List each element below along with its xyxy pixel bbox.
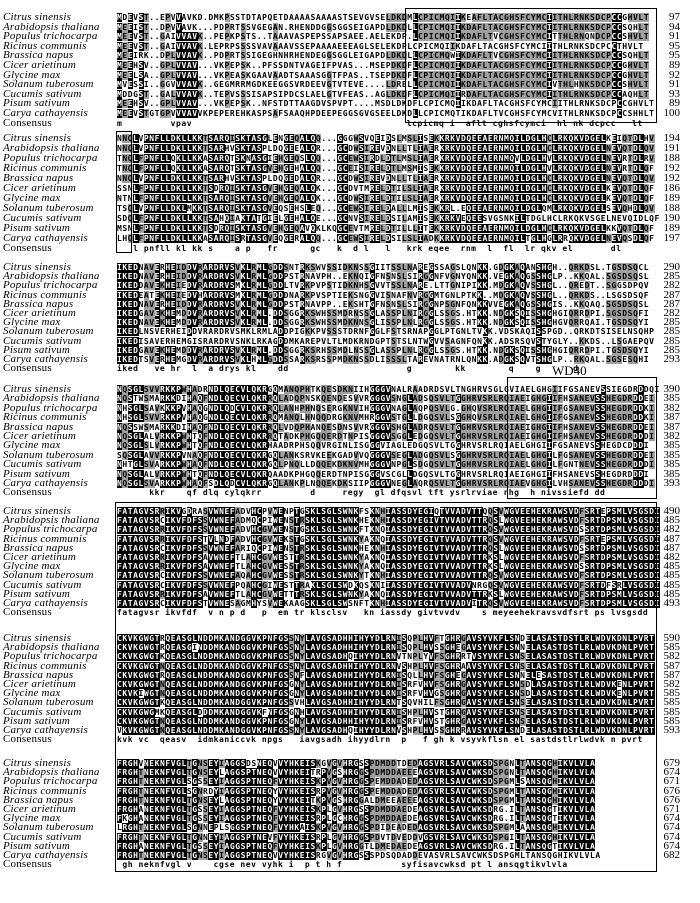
sequence-row: FATAGVSRCIKVFDFSTVWNESAGMHYSVWEKAAGSKLSGLSWSNFTKNHIASSDYEGIVTVVADVITRQSVWGVEEHEKRAWSVDFSRTDPSMLVSGSDI: [117, 599, 660, 608]
species-name: Ricinus communis: [3, 162, 87, 174]
species-name: Cucumis sativum: [3, 212, 82, 224]
sequence-row: NHSGLSVVRKKPVHAQGNDLQECVLQKRRQMANQLHNQQDRGKNVMHRGGVSTGLLDGQSVLSGGHQVSRLRQIAELGHGIIFGSANEVSSHEGDRDDKI: [117, 413, 655, 423]
species-name: Cicer arietinum: [3, 182, 76, 194]
position-number: 674: [663, 766, 680, 779]
position-number: 287: [663, 297, 680, 310]
species-name: Glycine max: [3, 439, 61, 452]
position-number: 587: [663, 668, 680, 681]
species-name: Carya cathayensis: [3, 849, 88, 861]
position-number: 682: [663, 849, 680, 861]
sequence-row: FATAGVSRRIKVFDFSAVWNEFTLAHCGVWESSTRSKLSGLSWNKYAKNQIASSDYEGIVTVVADVTTRKSLWGVEEHEKRAWSVDSSRTDPSMLVSGSDI: [117, 562, 660, 572]
position-number: 487: [663, 532, 680, 545]
species-name: Glycine max: [3, 192, 61, 204]
species-name: Arabidopsis thaliana: [3, 142, 100, 154]
position-number: 582: [663, 650, 680, 663]
position-number: 385: [663, 458, 680, 471]
sequence-row: MEEIST..DPVVAVK...PDPRTSSVGEGAN.RHENDDGGSGGSEIGAPDLDKDLLCPICMQIIKDAFLTACGHSFCYMCIITHLRNKSDCPCCSQHLT: [117, 22, 650, 32]
sequence-row: MSNLFPNFLLDKLLKKTSDRQISKTASGVEHGEQAVQKLKQGCEVTMRELDTILLLITEKKRKVDQEEAERNMQILDGLHCLRKQKVDGELKKVQTDLQF: [117, 224, 655, 233]
species-name: Pisum sativum: [3, 97, 71, 110]
position-number: 186: [663, 182, 680, 194]
position-number: 188: [663, 202, 680, 214]
sequence-row: FRGHTNEKNFVGLSGSSEYIAGGSPTNEQFVYHKEISKPVGVHRGGSPEMDDADEDAGSVRLSAVCWKSDSPGMLSANSQGHIKVLVLA: [117, 777, 596, 787]
consensus-row: l pnfll kl kk s a p fr gc k d l l krk eqee rnm l fl lr qkv el dl: [117, 244, 649, 253]
species-name: Pisum sativum: [3, 587, 71, 600]
species-name: Brassica napus: [3, 668, 74, 681]
species-name: Ricinus communis: [3, 39, 87, 52]
sequence-row: MEEHSV..GPLVVAV...VKPEPSK..NFSTDTTAAGDVSPVPT....MSDLDKDFLCPICMQIIKDAFLTACGHSFCYMCIITHLRNKSDCPCCGHVLT: [117, 99, 655, 109]
species-name: Cicer arietinum: [3, 59, 76, 71]
sequence-row: NQSTWSMARKKDIHAQFNDLQECVLQKRRQLADQPNSKQENDESVVRGGGVSNGLADSQSVLTGGHRVSRLRQIAEIGHGIIFHSANEVSSHEGDRDDEI: [117, 394, 655, 404]
sequence-row: FRGHTNEKNFVGLTGNSEYLAGGSPTNEQVVYHKEITRPVGSHRGGSPDMDDAEEEAGSVRLSAVCWKSDSPGNLTANSQGHIKVLVLA: [117, 768, 596, 778]
sequence-row: CKVKGWGTNQEASGLNDDMKANDGGVKPNFGSGNYLAVGSADHHIHYYDLRNISRFVHVFSGHRGAVSYVKFLSNSDLASASTDSTLRLWDVKENLPVRT: [117, 680, 655, 689]
sequence-row: FRGHTNEKNFVGLTGNSEYLAGGSPTNEQYVYHKEITKPVGSHRGGALDMEEAEEEAGSVRLSAVCWKSDSPGMLTANSQGHIKVLVLA: [117, 795, 596, 805]
species-name: Citrus sinensis: [3, 757, 72, 769]
position-number: 385: [663, 448, 680, 461]
sequence-row: VKVKGWGTNQEASGLNDDMKANDGGVKPNFGSSNYLAVGSADHQIHYYDLRNVSHPLHVSSGHRRAVSYVKFLSNDELASASTDSTLRLWDVKDNLPVRT: [117, 726, 655, 735]
sequence-row: IKEDNAVEKHEMDDVRARDRVSVKLRML.DDSGGRKSWHSSMDKNNSGLISSPLNLRGGLSSGS.HTKK.NDGKSQISSHGHGVQRRQAI.TGSDSQYI: [117, 318, 650, 328]
species-name: Citrus sinensis: [3, 261, 72, 273]
position-number: 674: [663, 830, 680, 843]
species-name: Ricinus communis: [3, 659, 87, 672]
sequence-row: LRGHTNEKNFVGLSGNNEPLSGGSPTNEQFVYHKAISKPVGVHRGGSPDIDEADEDAGSVRLSAVCWKSDSPGMLAANSQGHIKVLVLA: [117, 823, 596, 833]
position-number: 282: [663, 279, 680, 292]
sequence-row: SDQLFPNFLLDKLLKKTSAHQIAKTATGIELGEHALQE...GCNVSIRELDSILAMISEKKRKVEQEESVGSNKILTDGLHCLRKQKVSGELNEVQIDLQF: [117, 214, 660, 223]
position-number: 189: [663, 192, 680, 204]
position-number: 585: [663, 641, 680, 654]
sequence-row: MVESSI..GGVVVAVK..GEGMRRMGDKEEGGSVRDEEVGTVTEVE....LDRELLCPICMQIIKDAFLTACGHSFCYMCIVTHLHNKSDCPCCSHVLT: [117, 80, 650, 90]
sequence-row: NHTGLSVARKKPWHAQFNDLQECVLQKRGQLPNQLLDQQEKDKNVMHGGGVNPGLSDGQSVLTGGHRVSRLRQIAELGHGILFGNTNEVSSHEGDRDDDI: [117, 460, 655, 470]
species-name: Citrus sinensis: [3, 383, 72, 395]
consensus-row: kkr qf dlq cylqkrr d regy gl dfqsvl tft ysrlrviae rhg h nivssiefd dd: [117, 488, 649, 498]
sequence-row: TSQLVPNFLLDKLMKKTSARQISKTASGVEQSEHSLEQ...GCEWSIRELDALLLMISEKKRL.EQEEAERNMQILDGLQMLRKQKVDGELSEVQHDLQV: [117, 204, 655, 213]
position-number: 679: [663, 757, 680, 769]
sequence-row: NQSSWSMARKKDIHAQFNDLQECVLQKRRQLVDQPHANQESDNSVVRGGGVSHGLADRQSVLTGGHRVSRLRQIAEIGHGIIFHSANEVSSHEGDRDDEI: [117, 422, 655, 432]
sequence-row: FRGHTNEKNFVGLSGNRDYIAGGSPTNEQYVYHKEISRPVGVHRGGSPEMDDADEDAGSVRLSAVCWKSDSPGMLTANSQGHIKVLVLA: [117, 786, 596, 796]
position-number: 100: [663, 107, 680, 119]
sequence-row: FRGHANEKNFVGLTGSSEYIAGGSPTNEQFVYHKEISKPLGVHRGGTLDMEDAEDEAGSVRLSAVCWKSDRG.ILTANSQGTIKVLVLA: [117, 841, 596, 851]
position-number: 493: [663, 597, 680, 609]
sequence-row: IKEDISAVERHEMGISRARDRVSNKLRKAGDDMKAREPVLTLMDKRNDGPTSTSLNTWGVVSAGNFQNKK.ADSRSQVSTYGLY..KKDS..LSGAEPQV: [117, 336, 655, 346]
position-number: 671: [663, 803, 680, 815]
species-name: Populus trichocarpa: [3, 775, 98, 788]
species-name: Glycine max: [3, 687, 61, 700]
consensus-row: kvk vc qeasv idmkaniccvk npgs iavgsadh ihyydlrn p f gh k vsyvkflsn el sastdstlrlwdvk n pvrt: [117, 735, 643, 745]
consensus-row: iked ve hr l a drys kl dd g kk q g d: [117, 364, 649, 374]
position-number: 585: [663, 705, 680, 718]
species-name: Ricinus communis: [3, 411, 87, 424]
position-number: 95: [669, 39, 680, 52]
position-number: 192: [663, 172, 680, 184]
position-number: 390: [663, 383, 680, 395]
position-number: 91: [669, 78, 680, 91]
sequence-row: MEEVSTGTGPVVVAVVKPEPEREHKASPSAFSAAQHPDEEPEGGSGVGSEELDKDLLCPICMQTIKDAFLTVCGHSFCYMCVITHLRNKSDCPCCSHHLT: [117, 109, 655, 118]
species-name: Arabidopsis thaliana: [3, 392, 100, 405]
species-name: Brassica napus: [3, 793, 74, 806]
species-name: Brassica napus: [3, 420, 74, 433]
position-number: 189: [663, 222, 680, 234]
sequence-row: FRGHANEKNFVGLTGSSEYIAGGSPTNEQFVYHKEISKPLGVHRGSSPDMDDAEDEAGSVRLSAVCWKSDRG.ILTANSQGTIKVLVLA: [117, 805, 596, 814]
position-number: 97: [669, 11, 680, 23]
sequence-row: MDDGST..GALVVAVK..TEPVSSSISAPSIPDCSLAELGTVFEAS..AGLDKDFLCPICMQIIRDAFLTACGHSFCYMCIITHLRNKSDCPCCAQHLT: [117, 89, 650, 99]
sequence-row: IKEDNAVERHEIDDVRARDRVSVKLRMLGDDSNTRKSWVSSIDKNSSGIITSSLNAREGSSAGSLQNKK.GDGKAQANSHGH..QRKDSL.TGSDSQCL: [117, 263, 650, 272]
position-number: 382: [663, 430, 680, 442]
position-number: 290: [663, 261, 680, 273]
position-number: 93: [669, 87, 680, 100]
consensus-label: Consensus: [3, 733, 52, 746]
position-number: 674: [663, 839, 680, 852]
position-number: 485: [663, 560, 680, 573]
consensus-label: Consensus: [3, 242, 52, 254]
position-number: 91: [669, 30, 680, 43]
species-name: Solanum tuberosum: [3, 821, 94, 834]
species-name: Cicer arietinum: [3, 307, 76, 319]
position-number: 194: [663, 132, 680, 144]
sequence-row: CKVKGWGTNQEASGLNDDMKANDGGVKPNFGSSNYLAVGSADHHIHYYDLRNVSHPLHVFSGHRAAVSYVKFLSNSELASASTDSTLRLWDVKDNLPVRT: [117, 661, 655, 671]
consensus-label: Consensus: [3, 362, 52, 375]
position-number: 485: [663, 578, 680, 591]
species-name: Pisum sativum: [3, 222, 71, 234]
sequence-row: NNQLVPNFLLDKLLKKTSARHVSKTASPLDQGEEALQR...GCDWSIREVDNLLTLIAERKRKVDQEEAERNMQILDGLHCLRKQKVDGELNEVQTDLQV: [117, 144, 655, 153]
species-name: Solanum tuberosum: [3, 448, 94, 461]
species-name: Carya cathayensis: [3, 353, 88, 365]
position-number: 95: [669, 49, 680, 62]
species-name: Glycine max: [3, 68, 61, 81]
species-name: Populus trichocarpa: [3, 279, 98, 292]
species-name: Glycine max: [3, 812, 61, 825]
species-name: Solanum tuberosum: [3, 78, 94, 91]
position-number: 188: [663, 152, 680, 164]
sequence-row: MEEIRK..DPLVVAVK..PDPRTSSIGEGHNHRHENDEGGSGGLEIGAPDLDKDLLCPICMQWIKDAFLTVCGHSFCYMCIITHLRNKSDCPCCSQHLT: [117, 51, 650, 61]
species-name: Citrus sinensis: [3, 632, 72, 644]
species-name: Populus trichocarpa: [3, 523, 98, 536]
species-name: Pisum sativum: [3, 467, 71, 480]
position-number: 94: [669, 20, 680, 33]
domain-box: [507, 377, 657, 499]
sequence-row: FATAGVSRCIKVFDFSSVWNEFAQAHCGVWESSTRSKLSGLSWNKYTKNHIASSDYEGIVTVVADVTTRQSVWGVEEHEKRAWSVDFSRTDPSMLVSGSDI: [117, 571, 660, 581]
consensus-row: gh neknfvgl v cgse nev vyhk i p t h f syfisavcwksd pt l ansqgtikvlvla: [117, 860, 568, 870]
species-name: Cicer arietinum: [3, 803, 76, 815]
sequence-row: IKEDEATEKHEIEDVHARDRVSMKLRMLGDDDNARKPVSPTIEKSNGGVISNAFNVRGGMTGNLPTKK..MDGKAQVSSHGL..QRKDS..LSGSDSQF: [117, 290, 650, 300]
species-name: Ricinus communis: [3, 288, 87, 301]
position-number: 387: [663, 411, 680, 424]
species-name: Arabidopsis thaliana: [3, 766, 100, 779]
position-number: 285: [663, 334, 680, 347]
sequence-row: SQSGLAVVRKKPVNAQFNDLQECVLQKRGQLANKSRVKEEKGADVVQGGGVSEGLADGQSVLSGGHRVSRLRQIAELGHGILFGSANEVSSHEGDRDDEI: [117, 450, 655, 460]
species-name: Cucumis sativum: [3, 87, 82, 100]
species-name: Cucumis sativum: [3, 458, 82, 471]
sequence-row: MDEVST..EPVVAVKD.DMKPSSTDTAPQETDAAAASAAAASTSEVGVSELDKDMLCPICMQIIKEAFLTACGHSFCYMCIITHLRNKSDCPCCGHVLT: [117, 13, 650, 22]
position-number: 89: [669, 59, 680, 71]
position-number: 674: [663, 812, 680, 825]
species-name: Populus trichocarpa: [3, 30, 98, 43]
species-name: Solanum tuberosum: [3, 696, 94, 709]
species-name: Solanum tuberosum: [3, 202, 94, 214]
species-name: Populus trichocarpa: [3, 650, 98, 663]
position-number: 192: [663, 162, 680, 174]
domain-box: [116, 131, 132, 253]
species-name: Citrus sinensis: [3, 505, 72, 517]
position-number: 582: [663, 678, 680, 690]
species-name: Cicer arietinum: [3, 430, 76, 442]
sequence-row: NQSGLALVRKKPWHTQFNDLQECVLQKRQAADKPHGQQERDTNPISGGGVSCGLLDGQSVLTGGHRVSRLRQIAEIGHGIIFHSANEVSSHEGDRDDDI: [117, 469, 650, 479]
sequence-row: NQSGLALVRKKPWHTQFNDLQECVLQKRRQTADKPHGQQERDTNPISGGGVSGGLEDGQSVLTGGHRVSRLRQIAEIGHGIIFHSANEVSSHEGDRDDDI: [117, 432, 655, 441]
position-number: 485: [663, 587, 680, 600]
position-number: 585: [663, 696, 680, 709]
sequence-row: MEEVST..GAIVVAVK..PEPKPSTS..TAAAVASPEPSSAPSAEE.AELEKDP.LCPICMQIIKDAFLTVCGHSFCYMCITTHLRNQNDCPCCSHVLT: [117, 32, 650, 42]
position-number: 590: [663, 632, 680, 644]
sequence-row: LHQLFPNFLLDKLLKKASARQISRTASGVEQGERALQQ...GCEWSIRELDSILSLIADKKRKVDQEEAERNMQILTGLHGLRRQKVDGELNEVQSDLQF: [117, 234, 655, 243]
species-name: Cucumis sativum: [3, 830, 82, 843]
sequence-row: MEEHSV..GPLVVAV...VKPEPSK..PFSSDNTVAGEIFPVAS...MSEPDKDFLCPICMQIIKDAFLTACGHSFCYMCIITHLRNKSDCPCCGHVLT: [117, 61, 650, 70]
consensus-label: Consensus: [3, 116, 52, 129]
species-name: Populus trichocarpa: [3, 152, 98, 164]
sequence-row: IKEDTSVERHEMGDVRARDRVSVKLHMLGDDSSARKSRSSPMDKNSSDLISSSLTAREVNATRNLQNKK.ADGKSQVTSHGLP..RKQAL.SGSESQHI: [117, 355, 650, 364]
sequence-row: FKGHANEKNFVGLTGSSEYIAGGSPTNEQFVYHKEISRPLGCHRGGSPDMDDAEDEAGSVRLSAVCWKSDRG.ILTANSQGTIKVLVLA: [117, 814, 596, 824]
position-number: 285: [663, 343, 680, 356]
sequence-row: IKEDGAVEKHEMDDVRARDRVSVKLRML.DDSGGRKSWHSSMDRNSSGLASSPLNIRGGLSSGS.HTKK.NDGKSQISSHGHGIQRRDPI.SGSDSQFI: [117, 309, 650, 318]
species-name: Cucumis sativum: [3, 705, 82, 718]
sequence-row: NNQLVPNFLLDKLLKKTSARQISKTASGLENGEQALQQ...GGGWSVQEIDSLMSLISEKKRKVDQEEAERNMQILDGLHCLRKQKVDGELKEIQTDLHV: [117, 134, 655, 143]
species-name: Pisum sativum: [3, 714, 71, 727]
species-name: Cucumis sativum: [3, 334, 82, 347]
position-number: 191: [663, 142, 680, 154]
sequence-row: NQSGLSVVRKKPWHADRNDLQECVLQKRGQMANQPHTKQESDKNIIHGGGVNALRAADRDSVLTNGHRVSGLGVIAELGHGIIFGSANEVSSIEGDRDDQI: [117, 385, 660, 394]
position-number: 89: [669, 97, 680, 110]
sequence-row: FRGHTNEKNFVGLTGNNEYIAGGSPTNEVFVYHKEISRPLGVHRGGSPDVTDVEDDVGSVRLSAVCWKSDSPGILTANSQGHIKVLVLA: [117, 832, 596, 842]
species-name: Carya cathayensis: [3, 477, 88, 489]
species-name: Glycine max: [3, 316, 61, 329]
sequence-row: FATAGVSRRIKVGDRASVWNEFADVHCPVWENPTGSKLSGLSWNKFSKNHIASSDYEGIQTVVADVTTQQSVWGVEEHEKRAWSVDFSRTEPSMLVSGSDI: [117, 507, 660, 516]
species-name: Arabidopsis thaliana: [3, 641, 100, 654]
position-number: 285: [663, 325, 680, 338]
position-number: 387: [663, 420, 680, 433]
species-name: Brassica napus: [3, 541, 74, 554]
sequence-row: FATAGVSRRIKVFDFSTVLNDFADVHCGVWEKSTGSKLSGLSWNKYAKNQIASSDYEGIVTVVADVTTRQSVWGVEEHEKRAWSVDFSRTEPSMLVSGSDI: [117, 534, 660, 544]
sequence-row: FATAGVSRRIKVFDFSSVWNEFADVHCGVWENSTGSKLSGLSWNKFTKNQIASSDYEGIVTVVADVTTRQSVWGVEEHEKRAWSVDSSRTDPSMLVSGSDI: [117, 525, 660, 535]
sequence-row: FATAGVSRRIKVFDFSAVWNEFTLAHCGVWETTTRSKLSGLSWNKYAKNQIASSDYEGIVTVVADVTTRKSLWGVEEHEKRAWSVDFSRTDPSMLVSGSDI: [117, 589, 660, 599]
species-name: Brassica napus: [3, 172, 74, 184]
sequence-row: CKVKGWGTRQEASGLNDDMKANDGGVKPNFGSSNFLAVGSADHHIHYYDLRNISQLLHVFSGHEGAVSYVKFLSNNELESASTDSTLRLWDVKDNLPVRT: [117, 670, 655, 680]
sequence-row: CKVKGWGTNQEASGLNDDMKANDGGVKPNFGSGNYLAVGSADHHIHYYDLRNISRFVHVSTGHRGAVSYVKFLSNSELASASTDSTLRLWDVKDNLPVRT: [117, 716, 655, 726]
species-name: Carya cathayensis: [3, 232, 88, 244]
position-number: 190: [663, 212, 680, 224]
species-name: Carya cathayensis: [3, 107, 88, 119]
species-name: Populus trichocarpa: [3, 401, 98, 414]
sequence-row: CKVKGWGTKQEASGLNDDMKANDGGVKPNFGSSNYLAVGSADHQIHYYDLRNVTNPLYVFSGHRRTVSYVKFLSNSELASASTDSTLRLWDVKDNLPVRT: [117, 652, 655, 662]
position-number: 674: [663, 821, 680, 834]
sequence-row: MEEVST..GAIVVAVK.LEPRPSSSSVAVAAAVSSEPAAAAEEEAGLSELEKDPLCPICMQIIKDAFLTACGHSFCYMCIITHLRNKSDCPCCTHVLT: [117, 41, 644, 51]
position-number: 385: [663, 467, 680, 480]
species-name: Citrus sinensis: [3, 11, 72, 23]
species-name: Glycine max: [3, 560, 61, 573]
consensus-label: Consensus: [3, 858, 52, 871]
position-number: 285: [663, 270, 680, 283]
sequence-row: FATAGVSRRIKVFDFSAVWNEFTLAHCGVWESTTRSKLSGLSWNKYAKNQIASSDYEGIVTVVADVTTRKSLWGVEEHEKRAWSVDFSRTDPSMLVSGSDI: [117, 553, 660, 562]
position-number: 393: [663, 477, 680, 489]
sequence-row: NTNLFPNFLLDKLLKKTSARQISKTASGVEHGEQALQK...GCDWSIRELDTILSLIAERKRKVDQEEAERNMQILDGLHCLRKQKVDGELKEVQTDLQF: [117, 194, 655, 203]
domain-box: [405, 8, 657, 123]
sequence-row: FATAGVSRCIKVFDFSSVWNEFADMQCPIWENSTRSKLSGLSWNKHEKNHIASSDYEGIVTVVADVTTRQSLWGVEEHEKRAWSVDFSRTDPSMLVSGSDI: [117, 516, 660, 526]
position-number: 587: [663, 659, 680, 672]
sequence-row: IKEDGAVEKHEMDDVRARDRVSVKLRML.DDSGGRKSRHSSMDLNSSGLASSPLNLRGGLSSGS.HTKK.NDGKSQISSHGHGIQRRDPI.TGSDSQYI: [117, 345, 650, 355]
species-name: Ricinus communis: [3, 784, 87, 797]
position-number: 482: [663, 551, 680, 563]
position-number: 485: [663, 514, 680, 527]
species-name: Solanum tuberosum: [3, 569, 94, 582]
species-name: Ricinus communis: [3, 532, 87, 545]
position-number: 197: [663, 232, 680, 244]
position-number: 485: [663, 569, 680, 582]
sequence-row: SSNLFPNFLLDKLLKKTSDRQISKTASGVEHGEQALQK...GCDVTMRELDTILSLIAERKRKVDQEEAERNMQILDGLHCLRKQKVDGELKEVQTDLQF: [117, 184, 655, 193]
sequence-row: CKVKIWGTNQEASGLNDDMKANDGGVKPNFGSGNYLAVGSADHHIHYYDLRNISRFVHVGSGHRGAVSYVKFLSNSDLASASTDSTLRLWDVKENLPVRT: [117, 689, 655, 699]
position-number: 593: [663, 724, 680, 736]
position-number: 382: [663, 401, 680, 414]
position-number: 285: [663, 316, 680, 329]
sequence-row: CKVKGWGMKQEASGLDDDMKANDGGVKFNFGSGNHLAVGSADHHIHYYDLRNISHPLHVSTGHRGAVSYVKFLSNSELASASTDSTLRLWDVKDNLPVRT: [117, 707, 655, 717]
sequence-row: NNQLVPNFLLDKLLKKTSARHVSKTASPLDQGEDALQR...GCDWSIREVDNLLTLIAERKRKVDQEEAERNMQILDGLHCLRKQKVDGELNEVQTDLQV: [117, 174, 655, 183]
species-name: Pisum sativum: [3, 343, 71, 356]
consensus-row: fatagvsr ikvfdf v n p d p em tr klsclsv kn iassdy givtvvdv s meyeehekravsvdfsrt ps lvsgsdd: [117, 608, 649, 618]
species-name: Cicer arietinum: [3, 678, 76, 690]
species-name: Citrus sinensis: [3, 132, 72, 144]
consensus-label: Consensus: [3, 606, 52, 619]
sequence-row: IKEDNAVERHEIDDVRARDRVSVKLRMLGDDPSTRNAVPH..EKNQIGFNSNSLSIRGGNFVGNYQNKK.VEGKAQGSSHGLP..KKQAL.SGSDSQSL: [117, 272, 650, 282]
species-name: Arabidopsis thaliana: [3, 514, 100, 527]
species-name: Solanum tuberosum: [3, 325, 94, 338]
sequence-row: IKEDNAVERHEIDDVRARDRVSVKLRMLGDDPSTRNAVPP..EKSHTGFNSNSLSIRGGNPSGNFQNKKVVEGKAQGSSHGIS..KKQAQ.SGSDSQSL: [117, 299, 650, 309]
position-number: 585: [663, 714, 680, 727]
position-number: 487: [663, 541, 680, 554]
wd40-label: WD40: [552, 363, 587, 378]
sequence-row: FRGHVNEKNFVGLTGNSEYIAGGSDSNEQVVYHKEISKGVGVHRGSSPDMDDTDEDAGSVRLSAVCWKSDSPGNLTANSQGHIKVLVLA: [117, 759, 596, 768]
position-number: 287: [663, 288, 680, 301]
position-number: 482: [663, 523, 680, 536]
sequence-row: NQSGLSLVRKKPWHTQFNDLQECVLQKRHAADRPHSQQVRGINLISGGGVIAGLEDGQSVLTGGHRVSRLRQIAELGHGIIFGSANEVSSHEGDCDDDI: [117, 441, 650, 451]
sequence-row: IKEDDAVEKHEIEDVRARDRVSMKLRMLGDDLTVRKPVPSTIDKNHSGVVTSSLNARE.LTTGNIPIKK.MDGKAQVSSHGL..QREDT..SGGSDPQV: [117, 281, 650, 291]
domain-box: [115, 502, 657, 872]
sequence-row: TNQLFPNFLLQKLLKKASARQTSKTASGVEHGEHALQQ...GCEISIRELDTLMSMISEKKRKVDQEEAERNMQILDGLHVLRKQKVDGELNEVRTDLQF: [117, 164, 655, 173]
species-name: Carya cathayensis: [3, 597, 88, 609]
species-name: Cucumis sativum: [3, 578, 82, 591]
sequence-row: CKVKGWGTKQEASGLNDDMKANDGGVKPNFGSSVHLAVGSADHHIHYYDLRNTSQVHILFSGHRGAVSYVKFLSNSELASASTDSTLRLWDVKDNLPVRT: [117, 698, 655, 708]
consensus-label: Consensus: [3, 486, 52, 499]
sequence-row: NHSGLSAVKKKPVHAQGNDLQDCVLQKRRQLANHPHNQSERGKNVIHGGGVNAGLAQPQSVLG.GHQVSRLRQIAELGHGIIFGSANEVSSHEGDRDDKI: [117, 403, 655, 413]
consensus-row: m vpav lcpicmq i aflt cghsfcymci hl nk dcpcc lt: [117, 118, 643, 128]
position-number: 585: [663, 687, 680, 700]
sequence-row: FATAGVSRCIKVFDFSSVWNEFARIQCPIWENSTRSKLSGLSWNKHEKNHIASSDYEGIVTVVADVTTRQSLWGVEEHEKRAWSVDSSRTDPSMLVSGSDI: [117, 543, 660, 553]
position-number: 385: [663, 439, 680, 452]
species-name: Cicer arietinum: [3, 551, 76, 563]
position-number: 490: [663, 505, 680, 517]
sequence-row: CKVKGWGTRQEASGINDDMKANDGGVKPNFGSSNYLAVGSADHHIHYYDLRNISQPLHVSSGHEGAVSYVKFLSNNELASASTDSTLRLWDVKDNLPVRT: [117, 643, 655, 653]
species-name: Arabidopsis thaliana: [3, 270, 100, 283]
position-number: 676: [663, 784, 680, 797]
position-number: 92: [669, 68, 680, 81]
position-number: 676: [663, 793, 680, 806]
position-number: 385: [663, 392, 680, 405]
species-name: Brassica napus: [3, 49, 74, 62]
sequence-row: NQSGLSVARKKPWHAQFSDLQDCVLQKRGQLANKPLNQQEKDKSIIPGGGVNEGLAQRQSVLTGGHRVSRLRQIAEVGHGILVHSANEVSSHEGDRDDDI: [117, 479, 655, 488]
species-name: Pisum sativum: [3, 839, 71, 852]
sequence-row: MEELSA..GPLVVAV...VKPEASKGAAVAADTSAAASGGTFPAS..TSEPDKDFLCPICMQIIKDAFLTACGHSFCYMCIITHLRNKSDCPCCGHVLT: [117, 70, 650, 80]
species-name: Arabidopsis thaliana: [3, 20, 100, 33]
species-name: Carya cathayensis: [3, 724, 88, 736]
sequence-row: FRGHTNEKNFVGLTGNSEYIAGGSPTNEQVVYHKEISRGVGVHRGSSSPDSQDADDEVASVRLSAVCWKSDSPGMLTANSQGHIKVLVLA: [117, 851, 601, 860]
species-name: Brassica napus: [3, 297, 74, 310]
sequence-row: IKEDLNSVERHEIDDVRARDRVSMKLRMLADDPIGKKPVSSSTDRNFGGLFSTSRNAPGGLPTGNLTVKK.VDSKAQISSPGD..QRKDTSISELNSQHP: [117, 327, 655, 337]
sequence-row: FATAGVSRCIKVFDFSSVWNEFPQAHCGIWESTTRAKLSGLSWDKQSKNIIASSDYEGIVTVVADVNRGQSVWGVEEHEKRAWSVDFSRTDFSRLVSGSDI: [117, 580, 660, 590]
position-number: 293: [663, 353, 680, 365]
sequence-row: CKVKGWGTRQEASGLNDDMKANDGGVKPNFGSSNYLAVGSADHHIHYYDLRNISQPLHVFTGHRGAVSYVKFLSNDELASASTDSTLRLWDVKDNLPVRT: [117, 634, 655, 643]
position-number: 282: [663, 307, 680, 319]
sequence-row: TNQLFPNFLLQKLLKKASARQTSKNASGIEHGEQSLQQ...GCEWSIRDLDTLMSLIAERKRKVDQEEAERNMQVLDGLHVLRKQKVDGELNEVRTDLRV: [117, 154, 655, 163]
position-number: 671: [663, 775, 680, 788]
